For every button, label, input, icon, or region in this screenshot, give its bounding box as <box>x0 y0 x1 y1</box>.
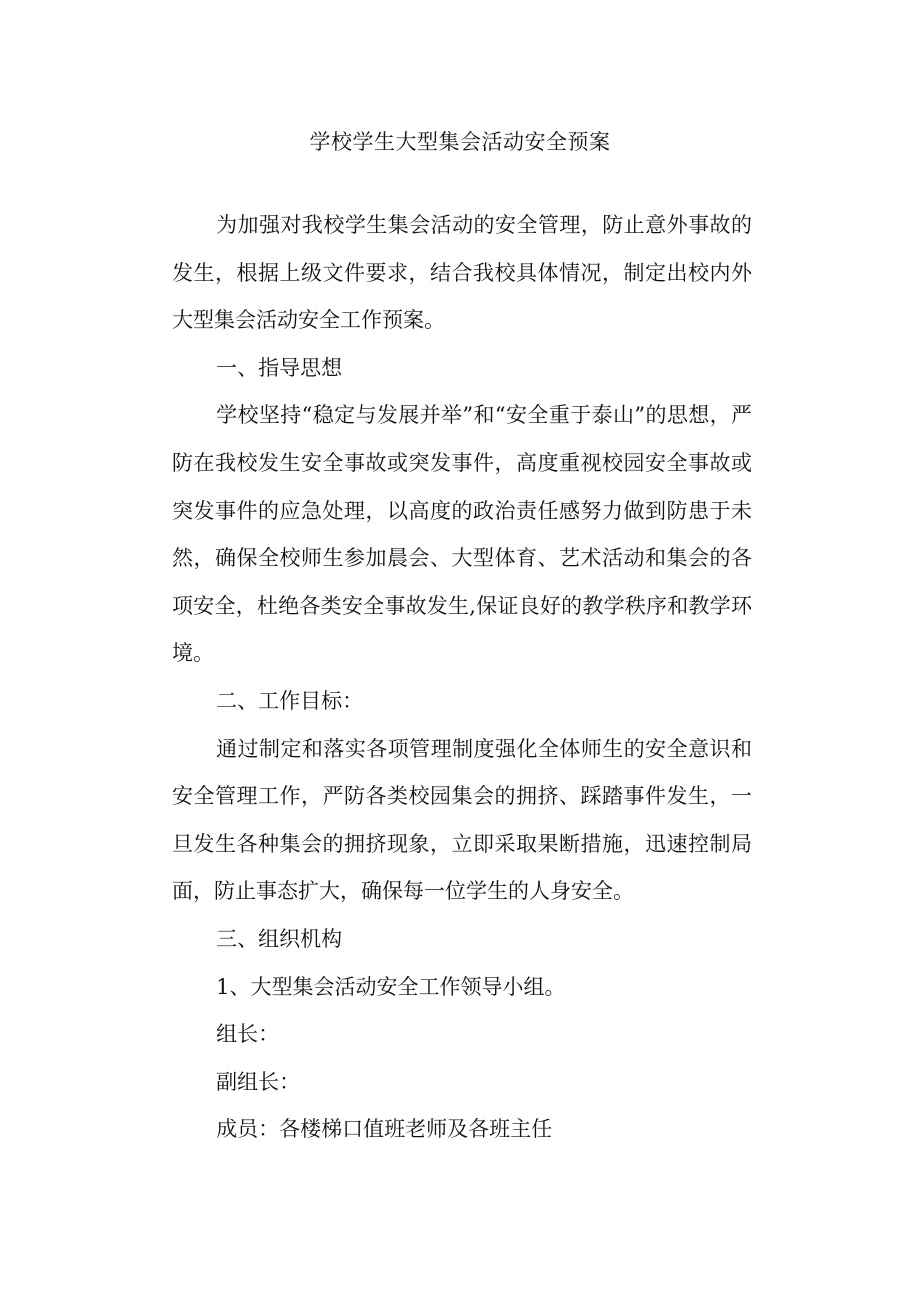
members-line: 成员：各楼梯口值班老师及各班主任 <box>216 1117 553 1142</box>
section-heading-guiding-thought: 一、指导思想 <box>216 355 343 380</box>
document-title: 学校学生大型集会活动安全预案 <box>309 130 611 154</box>
deputy-leader-line: 副组长： <box>216 1069 301 1094</box>
document-body <box>172 202 752 1154</box>
section-heading-organization: 三、组织机构 <box>216 926 343 951</box>
section-heading-work-goals: 二、工作目标： <box>216 688 364 713</box>
group-leader-line: 组长： <box>216 1022 280 1047</box>
intro-paragraph: 为加强对我校学生集会活动的安全管理，防止意外事故的发生，根据上级文件要求，结合我校具体情况，制定出校内外大型集会活动安全工作预案。 <box>172 213 752 333</box>
work-goals-paragraph: 通过制定和落实各项管理制度强化全体师生的安全意识和安全管理工作，严防各类校园集会的拥挤、踩踏事件发生，一旦发生各种集会的拥挤现象，立即采取果断措施，迅速控制局面，防止事态扩大，确保每一位学生的人身安全。 <box>172 736 752 904</box>
leadership-group-heading: 1、大型集会活动安全工作领导小组。 <box>216 974 566 999</box>
guiding-thought-paragraph: 学校坚持“稳定与发展并举”和“安全重于泰山”的思想，严防在我校发生安全事故或突发事件，高度重视校园安全事故或突发事件的应急处理，以高度的政治责任感努力做到防患于未然，确保全校师生参加晨会、大型体育、艺术活动和集会的各项安全，杜绝各类安全事故发生,保证良好的教学秩序和教学环境。 <box>172 403 752 666</box>
